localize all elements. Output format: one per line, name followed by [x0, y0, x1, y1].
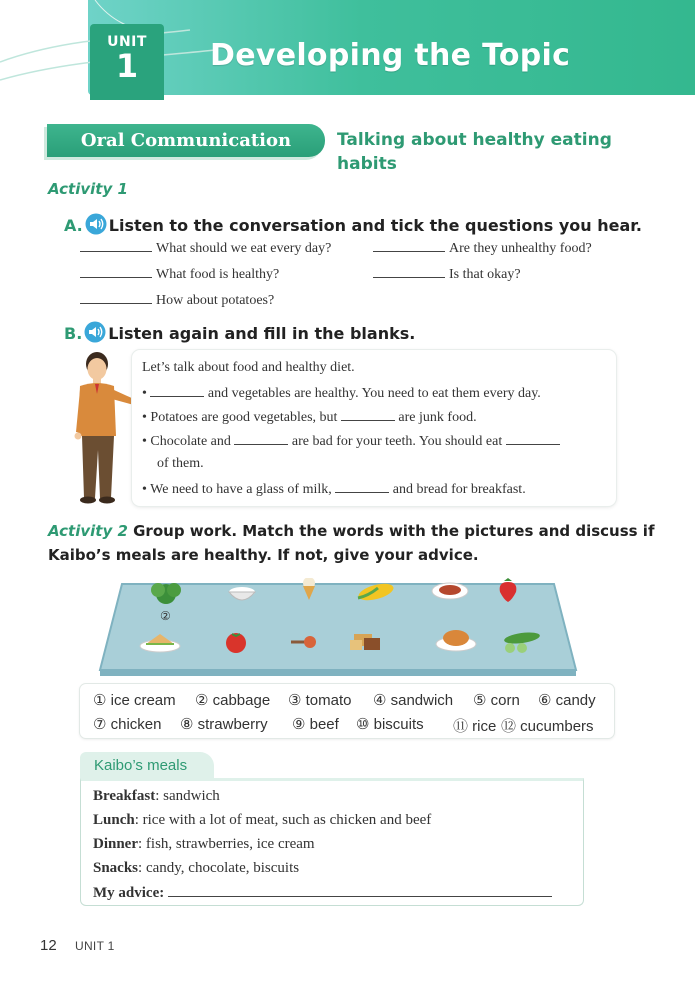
beef-icon [432, 583, 468, 599]
part-a-heading [64, 213, 642, 239]
meal-label: Dinner [93, 836, 138, 852]
word-item: ④ sandwich [373, 692, 454, 709]
answer-blank[interactable] [373, 239, 445, 252]
fill-blank[interactable] [341, 408, 395, 421]
meal-row: Breakfast: sandwich [93, 788, 220, 804]
fill-blank[interactable] [506, 432, 560, 445]
question-item [80, 265, 279, 283]
activity-1-label: Activity 1 [48, 180, 128, 198]
advice-row [93, 884, 552, 902]
bullet-text: Chocolate and [150, 434, 231, 449]
meal-row: Dinner: fish, strawberries, ice cream [93, 836, 315, 852]
meals-box [80, 778, 584, 906]
meal-value: fish, strawberries, ice cream [145, 836, 315, 852]
meal-label: Snacks [93, 860, 139, 876]
meals-tab: Kaibo’s meals [80, 752, 214, 780]
fill-blank[interactable] [234, 432, 288, 445]
word-item: ⑤ corn [473, 692, 520, 709]
dialog-bullet-continuation: of them. [157, 456, 204, 471]
word-item: ⑦ chicken [93, 716, 162, 733]
meal-label: Breakfast [93, 788, 156, 804]
page-number: 12 [40, 937, 57, 954]
unit-number: 1 [115, 47, 139, 85]
tomato-icon [226, 633, 246, 653]
bullet-text: and bread for breakfast. [392, 482, 526, 497]
meal-label: Lunch [93, 812, 135, 828]
answer-blank[interactable] [80, 265, 152, 278]
part-b-instruction: Listen again and fill in the blanks. [108, 324, 416, 343]
word-item: ⑩ biscuits [356, 716, 424, 733]
advice-label: My advice: [93, 885, 165, 901]
part-a-letter: A. [64, 216, 83, 235]
footer-unit-label: UNIT 1 [75, 939, 115, 953]
question-item [80, 239, 331, 257]
bullet-text: are junk food. [398, 410, 477, 425]
question-text: What food is healthy? [156, 267, 280, 282]
word-item: ⑪ rice [453, 718, 497, 735]
activity-2-label: Activity 2 [48, 522, 128, 540]
audio-icon[interactable] [85, 213, 107, 239]
meal-value: rice with a lot of meat, such as chicken and beef [142, 812, 432, 828]
word-item: ⑨ beef [292, 716, 339, 733]
question-text: How about potatoes? [156, 293, 275, 308]
unit-word: UNIT [107, 34, 147, 50]
question-item [373, 265, 521, 283]
question-item [80, 291, 274, 309]
part-a-instruction: Listen to the conversation and tick the questions you hear. [108, 216, 642, 235]
word-item: ⑫ cucumbers [501, 718, 594, 735]
fill-blank[interactable] [150, 384, 204, 397]
food-tray-illustration [96, 578, 580, 678]
bullet-text: We need to have a glass of milk, [150, 482, 332, 497]
section-topic: Talking about healthy eating habits [337, 130, 612, 174]
word-item: ③ tomato [288, 692, 352, 709]
question-text: Are they unhealthy food? [449, 241, 592, 256]
bullet-text: are bad for your teeth. You should eat [291, 434, 503, 449]
dialog-bullet: • and vegetables are healthy. You need to eat them every day. [142, 386, 541, 401]
question-text: Is that okay? [449, 267, 521, 282]
word-item: ⑥ candy [538, 692, 596, 709]
answer-blank[interactable] [80, 239, 152, 252]
question-text: What should we eat every day? [156, 241, 332, 256]
meal-value: sandwich [163, 788, 220, 804]
word-item: ② cabbage [195, 692, 271, 709]
bullet-text: and vegetables are healthy. You need to eat them every day. [207, 386, 541, 401]
word-item: ① ice cream [93, 692, 176, 709]
part-b-letter: B. [64, 324, 83, 343]
page-title: Developing the Topic [210, 38, 571, 73]
dialog-bullet: • Chocolate and are bad for your teeth. You should eat [142, 432, 560, 450]
answer-blank[interactable] [80, 291, 152, 304]
advice-input-line[interactable] [168, 884, 552, 897]
meal-row: Snacks: candy, chocolate, biscuits [93, 860, 300, 876]
activity-2-instruction [48, 522, 654, 540]
part-b-heading [64, 321, 415, 347]
fill-blank[interactable] [335, 480, 389, 493]
word-item: ⑧ strawberry [180, 716, 268, 733]
word-bank [80, 684, 614, 738]
unit-badge [90, 24, 164, 100]
instruction-line: Kaibo’s meals are healthy. If not, give your advice. [48, 546, 479, 564]
dialog-intro: Let’s talk about food and healthy diet. [142, 360, 355, 375]
oral-communication-tab: Oral Communication [47, 124, 325, 157]
meal-value: candy, chocolate, biscuits [145, 860, 300, 876]
bullet-text: Potatoes are good vegetables, but [150, 410, 338, 425]
picture-number-marker: ② [160, 609, 171, 623]
audio-icon[interactable] [84, 321, 106, 347]
question-item [373, 239, 592, 257]
listening-dialog-box [132, 350, 616, 506]
instruction-line: Group work. Match the words with the pictures and discuss if [133, 522, 655, 540]
answer-blank[interactable] [373, 265, 445, 278]
dialog-bullet: • Potatoes are good vegetables, but are junk food. [142, 410, 477, 425]
dialog-bullet: • We need to have a glass of milk, and bread for breakfast. [142, 482, 526, 497]
meal-row: Lunch: rice with a lot of meat, such as chicken and beef [93, 812, 432, 828]
